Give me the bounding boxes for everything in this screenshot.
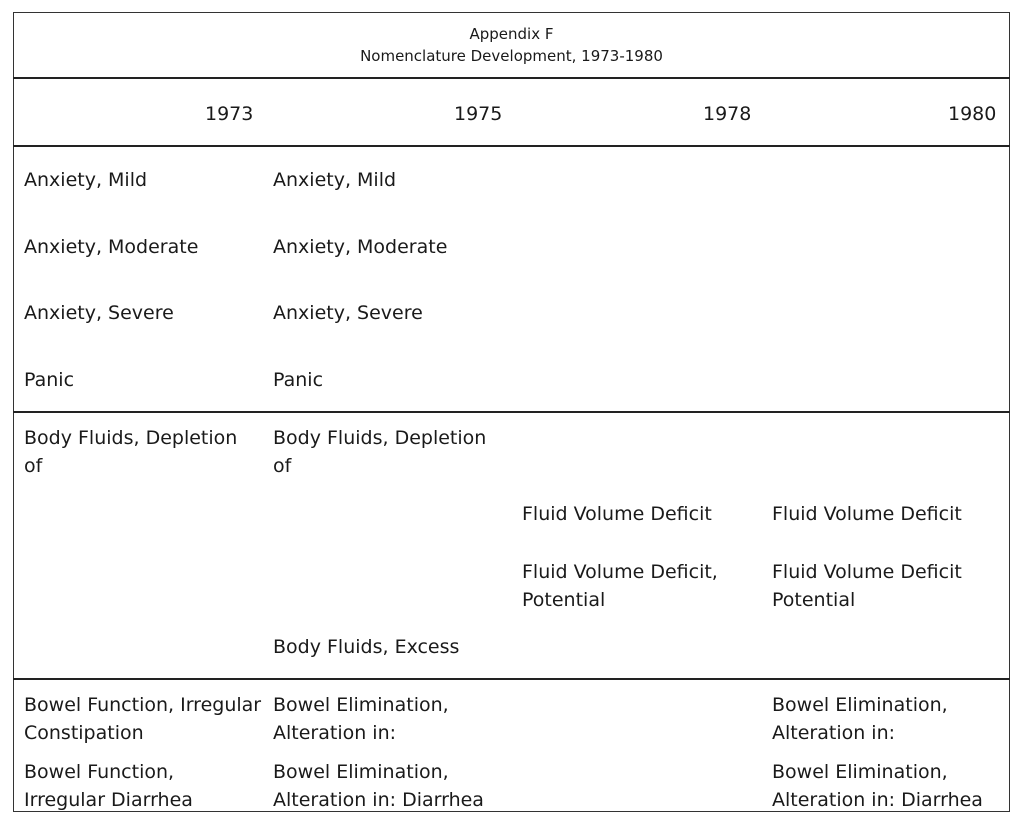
table-cell: Bowel Elimination, Alteration in: <box>772 694 948 744</box>
table-cell: Panic <box>273 369 324 391</box>
header-divider <box>13 77 1010 79</box>
table-cell: Anxiety, Moderate <box>273 236 448 258</box>
year-header-1975: 1975 <box>454 103 503 125</box>
table-cell: Anxiety, Severe <box>24 302 174 324</box>
table-cell: Fluid Volume Deficit <box>772 503 962 525</box>
table-cell: Fluid Volume Deficit <box>522 503 712 525</box>
table-cell: Body Fluids, Excess <box>273 636 460 658</box>
year-header-1978: 1978 <box>703 103 752 125</box>
appendix-subtitle: Nomenclature Development, 1973-1980 <box>360 47 663 65</box>
table-cell: Bowel Function, Irregular Diarrhea <box>24 761 193 811</box>
year-header-1980: 1980 <box>948 103 997 125</box>
table-cell: Fluid Volume Deficit, Potential <box>522 561 718 611</box>
table-cell: Bowel Function, Irregular Constipation <box>24 694 262 744</box>
table-cell: Fluid Volume Deficit Potential <box>772 561 962 611</box>
year-header-1973: 1973 <box>205 103 254 125</box>
appendix-title: Appendix F <box>469 25 554 43</box>
year-divider <box>13 145 1010 147</box>
group-divider <box>13 678 1010 680</box>
table-cell: Anxiety, Moderate <box>24 236 199 258</box>
table-cell: Bowel Elimination, Alteration in: Diarrhea <box>273 761 484 811</box>
table-cell: Body Fluids, Depletion of <box>273 427 487 477</box>
table-cell: Anxiety, Mild <box>273 169 397 191</box>
group-divider <box>13 411 1010 413</box>
table-cell: Bowel Elimination, Alteration in: Diarrhea <box>772 761 983 811</box>
table-cell: Anxiety, Severe <box>273 302 423 324</box>
table-cell: Bowel Elimination, Alteration in: <box>273 694 449 744</box>
table-cell: Panic <box>24 369 75 391</box>
table-cell: Anxiety, Mild <box>24 169 148 191</box>
table-cell: Body Fluids, Depletion of <box>24 427 238 477</box>
